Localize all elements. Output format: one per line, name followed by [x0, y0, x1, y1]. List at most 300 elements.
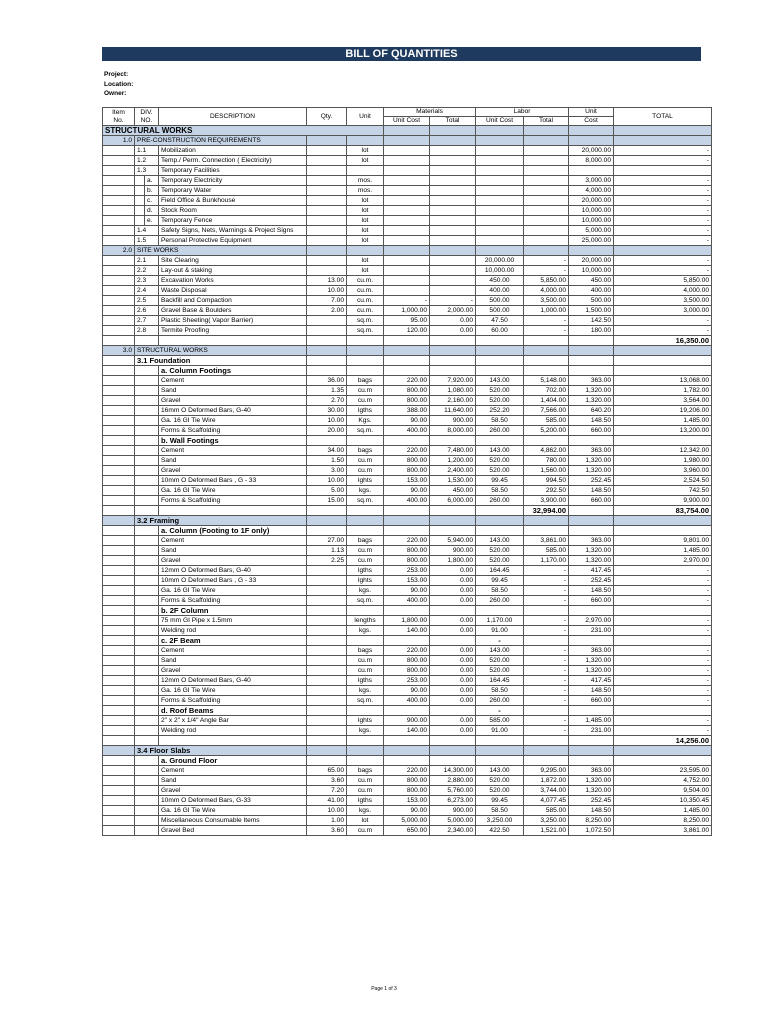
cell-spacer — [135, 206, 145, 216]
cell-item — [103, 396, 135, 406]
cell-subsection-title: 3.2 Framing — [135, 516, 307, 526]
cell-mat-unit-cost — [384, 706, 430, 716]
cell-lab-unit-cost: 143.00 — [476, 376, 524, 386]
cell-lab-unit-cost: 500.00 — [476, 296, 524, 306]
cell-unit-cost: 500.00 — [569, 296, 614, 306]
subtotal-row — [103, 736, 712, 746]
cell-unit: cu.m — [347, 776, 384, 786]
cell-unit: lgths — [347, 796, 384, 806]
cell-item — [103, 276, 135, 286]
cell-unit: sq.m. — [347, 426, 384, 436]
cell-total — [614, 516, 712, 526]
cell-item — [103, 326, 135, 336]
cell-div — [135, 726, 159, 736]
cell-qty: 3.60 — [307, 826, 347, 836]
cell-subsection-title: 3.4 Floor Slabs — [135, 746, 307, 756]
cell-div: e. — [145, 216, 159, 226]
cell-mat-unit-cost — [384, 506, 430, 516]
cell-lab-unit-cost: 99.45 — [476, 796, 524, 806]
cell-lab-unit-cost: - — [476, 636, 524, 646]
cell-lab-total: 585.00 — [524, 416, 569, 426]
cell-lab-unit-cost: 91.00 — [476, 626, 524, 636]
table-row — [103, 296, 712, 306]
cell-qty: 7.20 — [307, 786, 347, 796]
table-row — [103, 466, 712, 476]
table-row — [103, 726, 712, 736]
cell-lab-total: - — [524, 616, 569, 626]
cell-unit-cost: 660.00 — [569, 696, 614, 706]
location-label: Location: — [104, 80, 134, 88]
cell-div — [135, 786, 159, 796]
cell-lab-unit-cost: 260.00 — [476, 596, 524, 606]
cell-mat-total: 0.00 — [430, 656, 476, 666]
cell-mat-unit-cost: 153.00 — [384, 576, 430, 586]
cell-div: b. — [145, 186, 159, 196]
cell-total: - — [614, 316, 712, 326]
band-cell — [430, 126, 476, 136]
cell-lab-total: 5,850.00 — [524, 276, 569, 286]
cell-mat-unit-cost — [384, 136, 430, 146]
cell-div — [135, 556, 159, 566]
cell-description: Sand — [159, 386, 307, 396]
cell-unit-cost: 1,320.00 — [569, 546, 614, 556]
cell-mat-unit-cost: 400.00 — [384, 696, 430, 706]
cell-mat-unit-cost — [384, 286, 430, 296]
table-row — [103, 576, 712, 586]
cell-lab-unit-cost: 500.00 — [476, 306, 524, 316]
cell-mat-unit-cost: 90.00 — [384, 416, 430, 426]
cell-description: Waste Disposal — [159, 286, 307, 296]
cell-item — [103, 736, 135, 746]
cell-qty — [307, 726, 347, 736]
cell-item — [103, 786, 135, 796]
cell-unit-cost — [569, 136, 614, 146]
cell-description: Gravel Base & Boulders — [159, 306, 307, 316]
cell-unit — [347, 136, 384, 146]
cell-mat-total: 7,480.00 — [430, 446, 476, 456]
project-label: Project: — [104, 71, 129, 78]
cell-div — [135, 396, 159, 406]
cell-total — [614, 346, 712, 356]
cell-description: 10mm O Deformed Bars , G - 33 — [159, 476, 307, 486]
band-cell — [614, 126, 712, 136]
cell-unit-cost: 1,320.00 — [569, 466, 614, 476]
cell-qty — [307, 616, 347, 626]
cell-item — [103, 176, 135, 186]
cell-mat-unit-cost — [384, 246, 430, 256]
cell-mat-unit-cost: 400.00 — [384, 496, 430, 506]
cell-description: Cement — [159, 766, 307, 776]
cell-qty — [307, 506, 347, 516]
cell-description: Sand — [159, 656, 307, 666]
cell-qty — [307, 316, 347, 326]
cell-total: 10,350.45 — [614, 796, 712, 806]
cell-total: 19,206.00 — [614, 406, 712, 416]
cell-mat-total: 450.00 — [430, 486, 476, 496]
cell-item — [103, 206, 135, 216]
cell-unit: cu.m — [347, 456, 384, 466]
cell-mat-total — [430, 136, 476, 146]
cell-unit: mos. — [347, 186, 384, 196]
cell-item — [103, 256, 135, 266]
cell-lab-unit-cost: 520.00 — [476, 386, 524, 396]
cell-mat-unit-cost — [384, 186, 430, 196]
cell-description: Gravel Bed — [159, 826, 307, 836]
cell-mat-total: 2,160.00 — [430, 396, 476, 406]
cell-lab-unit-cost: 520.00 — [476, 466, 524, 476]
cell-qty — [307, 266, 347, 276]
col-unit-cost-top: Unit — [569, 108, 614, 117]
table-row — [103, 536, 712, 546]
cell-lab-unit-cost — [476, 196, 524, 206]
cell-mat-unit-cost: 800.00 — [384, 786, 430, 796]
cell-total: 2,970.00 — [614, 556, 712, 566]
cell-description: Field Office & Bunkhouse — [159, 196, 307, 206]
cell-total: 1,980.00 — [614, 456, 712, 466]
cell-unit: cu.m — [347, 556, 384, 566]
table-row — [103, 606, 712, 616]
cell-lab-unit-cost: 252.20 — [476, 406, 524, 416]
table-row — [103, 396, 712, 406]
cell-lab-unit-cost: - — [476, 706, 524, 716]
cell-description: Welding rod — [159, 626, 307, 636]
cell-unit: lot — [347, 236, 384, 246]
cell-qty: 36.00 — [307, 376, 347, 386]
cell-qty: 13.00 — [307, 276, 347, 286]
cell-total: 1,485.00 — [614, 806, 712, 816]
cell-description: Backfill and Compaction — [159, 296, 307, 306]
cell-unit — [347, 756, 384, 766]
cell-section-title: SITE WORKS — [135, 246, 307, 256]
cell-mat-total — [430, 226, 476, 236]
cell-div — [135, 406, 159, 416]
band-cell — [569, 126, 614, 136]
cell-mat-total — [430, 206, 476, 216]
section-row — [103, 246, 712, 256]
cell-item — [103, 286, 135, 296]
cell-unit: cu.m. — [347, 286, 384, 296]
cell-item — [103, 576, 135, 586]
cell-mat-unit-cost: 800.00 — [384, 776, 430, 786]
cell-unit: sq.m. — [347, 326, 384, 336]
cell-item — [103, 646, 135, 656]
cell-mat-unit-cost — [384, 276, 430, 286]
cell-unit — [347, 436, 384, 446]
table-row — [103, 686, 712, 696]
cell-unit: lghts — [347, 716, 384, 726]
cell-description — [159, 506, 307, 516]
cell-lab-unit-cost: 99.45 — [476, 476, 524, 486]
cell-mat-total — [430, 636, 476, 646]
cell-unit-cost: 1,320.00 — [569, 556, 614, 566]
cell-mat-unit-cost: 388.00 — [384, 406, 430, 416]
cell-unit-cost: 1,320.00 — [569, 396, 614, 406]
cell-lab-unit-cost: 47.50 — [476, 316, 524, 326]
boq-table — [102, 107, 712, 836]
cell-description: Forms & Scaffolding — [159, 496, 307, 506]
cell-unit-cost: 4,000.00 — [569, 186, 614, 196]
cell-item — [103, 316, 135, 326]
cell-item — [103, 486, 135, 496]
cell-unit-cost: 1,485.00 — [569, 716, 614, 726]
cell-unit-cost: 1,320.00 — [569, 776, 614, 786]
cell-total: 3,564.00 — [614, 396, 712, 406]
cell-lab-total: 1,872.00 — [524, 776, 569, 786]
cell-unit-cost — [569, 736, 614, 746]
col-qty: Qty. — [307, 108, 347, 126]
cell-description: d. Roof Beams — [159, 706, 307, 716]
cell-div: 1.3 — [135, 166, 159, 176]
cell-description: b. Wall Footings — [159, 436, 307, 446]
cell-unit-cost: 148.50 — [569, 586, 614, 596]
owner-label: Owner: — [104, 90, 127, 97]
band-cell — [524, 126, 569, 136]
cell-total: - — [614, 206, 712, 216]
cell-div — [135, 666, 159, 676]
cell-description: Temp./ Perm. Connection ( Electricity) — [159, 156, 307, 166]
cell-unit-cost: 363.00 — [569, 446, 614, 456]
cell-qty — [307, 526, 347, 536]
cell-unit-cost: 660.00 — [569, 596, 614, 606]
cell-qty: 2.70 — [307, 396, 347, 406]
cell-unit-cost: 252.45 — [569, 476, 614, 486]
cell-lab-total — [524, 186, 569, 196]
cell-qty — [307, 626, 347, 636]
cell-lab-total — [524, 236, 569, 246]
cell-lab-total: 1,521.00 — [524, 826, 569, 836]
cell-lab-unit-cost: 143.00 — [476, 646, 524, 656]
cell-lab-unit-cost — [476, 246, 524, 256]
cell-lab-total — [524, 746, 569, 756]
cell-unit-cost: 231.00 — [569, 726, 614, 736]
cell-mat-unit-cost — [384, 436, 430, 446]
cell-item — [103, 376, 135, 386]
table-row — [103, 706, 712, 716]
cell-unit-cost — [569, 436, 614, 446]
cell-item — [103, 536, 135, 546]
cell-mat-unit-cost: 140.00 — [384, 626, 430, 636]
cell-lab-total — [524, 736, 569, 746]
cell-unit: sq.m. — [347, 316, 384, 326]
col-unit-cost-bottom: Cost — [569, 117, 614, 126]
cell-mat-unit-cost: 800.00 — [384, 396, 430, 406]
cell-lab-unit-cost: 260.00 — [476, 426, 524, 436]
cell-qty — [307, 186, 347, 196]
cell-lab-total: - — [524, 316, 569, 326]
cell-div — [135, 676, 159, 686]
cell-unit: lot — [347, 156, 384, 166]
cell-lab-total: 994.50 — [524, 476, 569, 486]
cell-unit — [347, 336, 384, 346]
cell-div — [135, 626, 159, 636]
cell-div: d. — [145, 206, 159, 216]
cell-mat-total: 0.00 — [430, 716, 476, 726]
cell-lab-total: 32,994.00 — [524, 506, 569, 516]
cell-lab-total: 1,560.00 — [524, 466, 569, 476]
cell-div: 2.6 — [135, 306, 159, 316]
cell-qty — [307, 146, 347, 156]
cell-lab-unit-cost: 58.50 — [476, 686, 524, 696]
cell-mat-total — [430, 186, 476, 196]
cell-qty: 10.00 — [307, 806, 347, 816]
cell-item — [103, 296, 135, 306]
cell-unit: bags — [347, 376, 384, 386]
cell-mat-unit-cost: 90.00 — [384, 806, 430, 816]
cell-mat-unit-cost: 800.00 — [384, 386, 430, 396]
cell-lab-total: 4,000.00 — [524, 286, 569, 296]
cell-unit: lghts — [347, 576, 384, 586]
cell-description: Sand — [159, 456, 307, 466]
cell-div — [135, 456, 159, 466]
cell-lab-unit-cost: 3,250.00 — [476, 816, 524, 826]
cell-qty: 2.25 — [307, 556, 347, 566]
table-row — [103, 406, 712, 416]
cell-item — [103, 696, 135, 706]
cell-mat-unit-cost: 1,800.00 — [384, 616, 430, 626]
cell-div — [135, 646, 159, 656]
table-row — [103, 146, 712, 156]
cell-mat-unit-cost — [384, 166, 430, 176]
cell-total: 3,861.00 — [614, 826, 712, 836]
cell-mat-unit-cost: 153.00 — [384, 476, 430, 486]
cell-mat-unit-cost: 1,000.00 — [384, 306, 430, 316]
cell-description: Personal Protective Equipment — [159, 236, 307, 246]
cell-mat-unit-cost: 90.00 — [384, 486, 430, 496]
cell-mat-unit-cost: 900.00 — [384, 716, 430, 726]
cell-total: 1,485.00 — [614, 546, 712, 556]
section-band — [103, 126, 712, 136]
cell-lab-unit-cost — [476, 186, 524, 196]
cell-item — [103, 406, 135, 416]
cell-unit-cost — [569, 246, 614, 256]
cell-unit-cost: 417.45 — [569, 566, 614, 576]
cell-description: Excavation Works — [159, 276, 307, 286]
cell-qty — [307, 236, 347, 246]
cell-mat-unit-cost — [384, 756, 430, 766]
cell-description: Gravel — [159, 466, 307, 476]
cell-total: - — [614, 696, 712, 706]
cell-unit: kgs. — [347, 486, 384, 496]
table-row — [103, 716, 712, 726]
cell-lab-total: 780.00 — [524, 456, 569, 466]
cell-mat-total — [430, 506, 476, 516]
cell-unit: kgs. — [347, 806, 384, 816]
cell-unit: cu.m — [347, 546, 384, 556]
cell-unit-cost: 180.00 — [569, 326, 614, 336]
cell-lab-unit-cost: 164.45 — [476, 676, 524, 686]
cell-unit-cost: 1,320.00 — [569, 786, 614, 796]
cell-lab-unit-cost — [476, 166, 524, 176]
cell-description: Forms & Scaffolding — [159, 696, 307, 706]
cell-unit: lengths — [347, 616, 384, 626]
cell-lab-unit-cost — [476, 216, 524, 226]
table-row — [103, 376, 712, 386]
cell-mat-total — [430, 156, 476, 166]
cell-div — [135, 426, 159, 436]
cell-spacer — [135, 176, 145, 186]
cell-lab-unit-cost: 143.00 — [476, 536, 524, 546]
cell-unit-cost: 10,000.00 — [569, 216, 614, 226]
cell-total — [614, 356, 712, 366]
cell-unit-cost — [569, 526, 614, 536]
cell-unit: cu.m — [347, 826, 384, 836]
cell-lab-unit-cost — [476, 606, 524, 616]
cell-total — [614, 366, 712, 376]
cell-unit-cost — [569, 506, 614, 516]
cell-item: 2.0 — [103, 246, 135, 256]
cell-lab-unit-cost: 143.00 — [476, 446, 524, 456]
cell-unit: sq.m. — [347, 596, 384, 606]
cell-lab-total: - — [524, 326, 569, 336]
cell-lab-unit-cost — [476, 146, 524, 156]
table-row — [103, 386, 712, 396]
table-row — [103, 476, 712, 486]
cell-total: - — [614, 256, 712, 266]
cell-unit-cost: 417.45 — [569, 676, 614, 686]
cell-unit-cost: 231.00 — [569, 626, 614, 636]
cell-description: Ga. 16 GI Tie Wire — [159, 586, 307, 596]
cell-total: - — [614, 676, 712, 686]
cell-mat-total: 2,000.00 — [430, 306, 476, 316]
cell-mat-total: 0.00 — [430, 686, 476, 696]
boq-body — [103, 126, 712, 836]
cell-description: 12mm O Deformed Bars, G-40 — [159, 566, 307, 576]
table-row — [103, 496, 712, 506]
cell-qty — [307, 576, 347, 586]
cell-unit: lgths — [347, 676, 384, 686]
cell-lab-total — [524, 206, 569, 216]
cell-mat-unit-cost: 90.00 — [384, 686, 430, 696]
cell-lab-total — [524, 136, 569, 146]
band-cell — [476, 126, 524, 136]
cell-lab-total — [524, 336, 569, 346]
cell-item — [103, 806, 135, 816]
cell-mat-unit-cost: 120.00 — [384, 326, 430, 336]
cell-div — [135, 636, 159, 646]
table-row — [103, 586, 712, 596]
cell-item — [103, 266, 135, 276]
cell-lab-unit-cost: 143.00 — [476, 766, 524, 776]
cell-qty: 1.13 — [307, 546, 347, 556]
cell-mat-total — [430, 526, 476, 536]
cell-item: 1.0 — [103, 136, 135, 146]
table-row — [103, 436, 712, 446]
cell-mat-total: 11,640.00 — [430, 406, 476, 416]
cell-unit — [347, 366, 384, 376]
cell-lab-total: 585.00 — [524, 806, 569, 816]
cell-unit-cost: 148.50 — [569, 806, 614, 816]
cell-div: 2.2 — [135, 266, 159, 276]
cell-lab-unit-cost — [476, 236, 524, 246]
cell-lab-unit-cost — [476, 156, 524, 166]
cell-mat-total — [430, 356, 476, 366]
cell-mat-total — [430, 166, 476, 176]
cell-item — [103, 506, 135, 516]
col-div: DIV. NO. — [135, 108, 159, 126]
cell-unit-cost: 142.50 — [569, 316, 614, 326]
cell-lab-unit-cost — [476, 526, 524, 536]
cell-total: - — [614, 656, 712, 666]
cell-description: c. 2F Beam — [159, 636, 307, 646]
cell-lab-unit-cost — [476, 356, 524, 366]
table-row — [103, 646, 712, 656]
cell-mat-total — [430, 196, 476, 206]
cell-total: 13,068.00 — [614, 376, 712, 386]
cell-unit-cost: 400.00 — [569, 286, 614, 296]
cell-div — [135, 596, 159, 606]
cell-unit-cost: 1,320.00 — [569, 666, 614, 676]
cell-total: - — [614, 186, 712, 196]
